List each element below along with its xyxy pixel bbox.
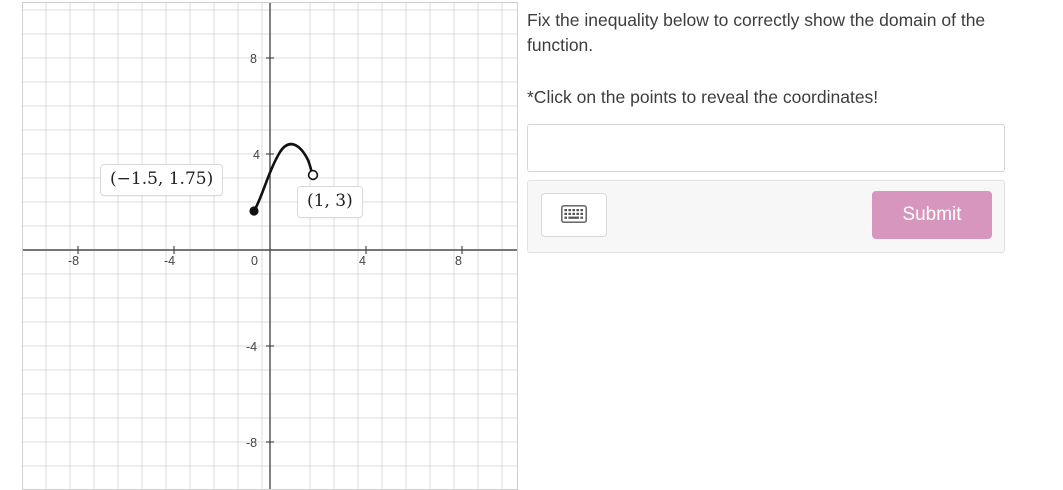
coordinate-tooltip-open[interactable]: (1, 3)	[297, 186, 363, 218]
keyboard-icon	[561, 205, 587, 226]
closed-endpoint-point[interactable]	[249, 206, 258, 215]
x-tick-label: 0	[251, 254, 258, 268]
x-tick-label: -8	[68, 254, 80, 268]
y-tick-label: -4	[246, 340, 258, 354]
coordinate-plane[interactable]	[22, 2, 518, 490]
math-keyboard-button[interactable]	[541, 193, 607, 237]
x-tick-label: 4	[359, 254, 366, 268]
question-prompt: Fix the inequality below to correctly show the domain of the function.	[527, 10, 986, 55]
y-tick-label: 8	[250, 52, 257, 66]
submit-button[interactable]: Submit	[872, 191, 992, 239]
question-hint: *Click on the points to reveal the coordinates!	[527, 87, 879, 107]
x-tick-label: 8	[455, 254, 462, 268]
answer-toolbar	[527, 180, 1005, 253]
coordinate-tooltip-closed[interactable]: (−1.5, 1.75)	[100, 164, 223, 196]
answer-input[interactable]	[527, 124, 1005, 172]
y-tick-label: 4	[253, 148, 260, 162]
graph-panel[interactable]	[22, 2, 518, 490]
question-panel	[527, 0, 1027, 490]
y-tick-label: -8	[246, 436, 258, 450]
x-tick-label: -4	[164, 254, 176, 268]
open-endpoint-point[interactable]	[309, 171, 318, 180]
